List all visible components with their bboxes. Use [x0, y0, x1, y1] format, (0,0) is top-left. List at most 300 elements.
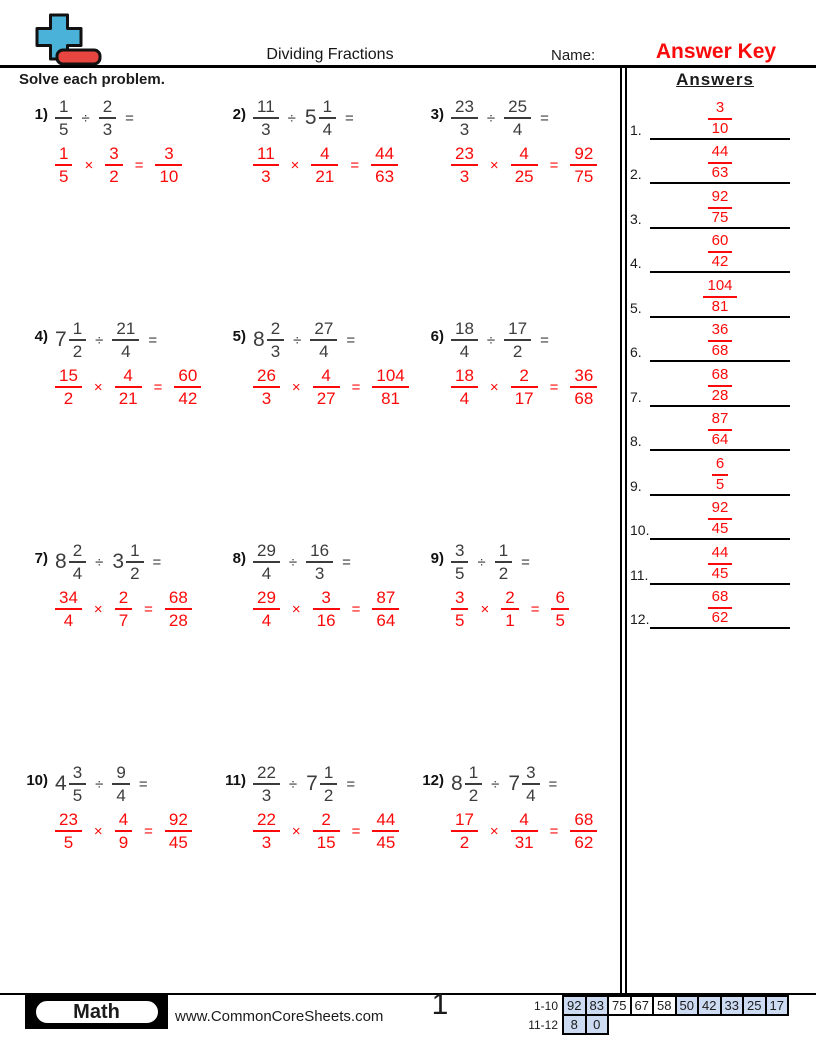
denominator: 4 — [121, 342, 131, 362]
denominator: 3 — [261, 120, 271, 140]
numerator: 2 — [69, 541, 86, 563]
dividend-fraction — [253, 541, 280, 583]
divisor-fraction — [522, 763, 539, 805]
numerator: 22 — [253, 810, 280, 832]
problem-number: 10) — [26, 772, 48, 789]
numerator: 18 — [451, 366, 478, 388]
divisor-fraction — [504, 97, 531, 139]
denominator: 62 — [711, 609, 729, 627]
numerator: 27 — [310, 319, 337, 341]
solution-result-fraction — [570, 144, 597, 186]
numerator: 2 — [267, 319, 284, 341]
numerator: 4 — [511, 144, 538, 166]
denominator: 62 — [574, 833, 594, 853]
denominator: 5 — [455, 611, 465, 631]
numerator: 92 — [165, 810, 192, 832]
denominator: 3 — [314, 564, 325, 584]
numerator: 44 — [708, 545, 733, 565]
problem-expression — [451, 319, 558, 361]
problem-number: 6) — [430, 328, 444, 345]
problem-item — [18, 541, 216, 763]
problem-item — [414, 763, 612, 985]
solution-fraction-a — [253, 366, 280, 408]
denominator: 5 — [59, 120, 69, 140]
numerator: 68 — [708, 367, 733, 387]
problem-item — [18, 319, 216, 541]
problem-solution — [55, 588, 216, 630]
denominator: 3 — [261, 389, 272, 409]
numerator: 68 — [165, 588, 192, 610]
divisor-whole-number: 7 — [306, 772, 318, 796]
solution-fraction-b — [105, 144, 122, 186]
divisor-fraction — [99, 97, 116, 139]
problem-expression — [55, 319, 166, 361]
divide-operator: ÷ — [293, 331, 302, 349]
divisor-fraction — [126, 541, 143, 583]
denominator: 4 — [526, 786, 536, 806]
answer-number: 9. — [630, 477, 642, 494]
solution-result-fraction — [174, 366, 201, 408]
equals-sign: = — [152, 553, 162, 571]
denominator: 21 — [118, 389, 138, 409]
numerator: 44 — [372, 810, 399, 832]
denominator: 7 — [118, 611, 129, 631]
numerator: 3 — [313, 588, 340, 610]
problem-item — [216, 319, 414, 541]
solution-fraction-a — [55, 144, 72, 186]
problems-grid — [18, 97, 612, 985]
equals-sign: = — [144, 822, 153, 840]
dividend-fraction — [69, 541, 86, 583]
divisor-fraction — [320, 763, 337, 805]
numerator: 2 — [313, 810, 340, 832]
instructions-text: Solve each problem. — [19, 71, 165, 88]
problem-number: 9) — [430, 550, 444, 567]
denominator: 2 — [72, 342, 83, 362]
answer-fraction — [703, 278, 736, 316]
answer-blank-line — [650, 229, 790, 274]
answer-number: 12. — [630, 611, 650, 627]
multiply-operator: × — [93, 822, 103, 840]
problem-solution — [253, 144, 414, 186]
denominator: 2 — [109, 167, 119, 187]
grade-range-label: 1-10 — [533, 998, 558, 1013]
answer-row — [630, 184, 792, 229]
answers-divider — [620, 68, 627, 993]
divide-operator: ÷ — [491, 775, 500, 793]
problem-expression — [451, 763, 566, 805]
denominator: 4 — [319, 342, 329, 362]
numerator: 29 — [253, 588, 280, 610]
answer-number: 5. — [630, 299, 642, 316]
answer-fraction — [708, 100, 733, 138]
divisor-whole-number: 3 — [112, 550, 125, 574]
answer-number: 6. — [630, 344, 642, 360]
numerator: 23 — [451, 97, 478, 119]
grade-range-label: 11-12 — [528, 1017, 558, 1032]
answer-fraction — [708, 545, 733, 583]
dividend-whole-number: 8 — [55, 550, 67, 574]
numerator: 1 — [126, 541, 143, 563]
equals-sign: = — [549, 156, 559, 174]
denominator: 10 — [711, 119, 729, 137]
answer-blank-line — [650, 318, 790, 363]
dividend-fraction — [69, 763, 86, 805]
problem-solution — [451, 144, 612, 186]
numerator: 3 — [708, 100, 733, 120]
divide-operator: ÷ — [95, 775, 104, 793]
problem-number: 1) — [34, 106, 48, 123]
denominator: 75 — [711, 208, 729, 226]
numerator: 92 — [708, 189, 733, 209]
grade-cell: 75 — [607, 995, 632, 1016]
problem-number: 3) — [430, 106, 444, 123]
denominator: 10 — [159, 167, 179, 187]
numerator: 26 — [253, 366, 280, 388]
answer-row — [630, 407, 792, 452]
multiply-operator: × — [93, 600, 103, 618]
problem-number: 11) — [225, 772, 246, 789]
answer-row — [630, 451, 792, 496]
answer-number: 1. — [630, 121, 642, 138]
numerator: 17 — [451, 810, 478, 832]
problem-number: 12) — [422, 772, 444, 789]
answer-row — [630, 585, 792, 630]
answer-blank-line — [650, 95, 790, 140]
answer-fraction — [708, 589, 733, 627]
solution-result-fraction — [570, 366, 597, 408]
problem-expression — [55, 97, 143, 139]
divisor-fraction — [319, 97, 336, 139]
numerator: 22 — [253, 763, 280, 785]
solution-fraction-b — [501, 588, 518, 630]
solution-result-fraction — [371, 144, 398, 186]
equals-sign: = — [540, 109, 549, 127]
divisor-fraction — [504, 319, 531, 361]
equals-sign: = — [134, 156, 144, 174]
problem-number: 4) — [34, 328, 48, 345]
denominator: 3 — [270, 342, 281, 362]
answer-blank-line — [650, 496, 790, 541]
denominator: 4 — [459, 389, 470, 409]
denominator: 4 — [261, 611, 272, 631]
solution-fraction-b — [313, 588, 340, 630]
grade-cell: 17 — [765, 995, 790, 1016]
denominator: 3 — [459, 167, 470, 187]
problem-expression — [451, 97, 558, 139]
equals-sign: = — [549, 822, 559, 840]
equals-sign: = — [548, 775, 558, 793]
problem-solution — [55, 144, 216, 186]
denominator: 15 — [316, 833, 336, 853]
answers-column — [630, 95, 792, 629]
problem-solution — [451, 810, 612, 852]
dividend-fraction — [253, 763, 280, 805]
answer-blank-line — [650, 184, 790, 229]
equals-sign: = — [351, 822, 361, 840]
numerator: 17 — [504, 319, 531, 341]
divisor-whole-number: 7 — [508, 772, 521, 796]
numerator: 44 — [371, 144, 398, 166]
denominator: 28 — [168, 611, 188, 631]
numerator: 92 — [708, 500, 733, 520]
equals-sign: = — [540, 331, 549, 349]
grade-cells — [562, 995, 789, 1016]
equals-sign: = — [351, 378, 361, 396]
solution-fraction-a — [451, 366, 478, 408]
grade-cell: 8 — [562, 1014, 587, 1035]
numerator: 60 — [708, 233, 733, 253]
problem-solution — [55, 810, 216, 852]
grade-cell: 33 — [720, 995, 745, 1016]
multiply-operator: × — [93, 378, 103, 396]
multiply-operator: × — [489, 156, 499, 174]
denominator: 75 — [574, 167, 594, 187]
problem-item — [18, 763, 216, 985]
solution-fraction-a — [253, 588, 280, 630]
numerator: 3 — [105, 144, 122, 166]
grade-cell: 42 — [697, 995, 722, 1016]
denominator: 5 — [715, 475, 725, 493]
multiply-operator: × — [290, 156, 300, 174]
denominator: 64 — [711, 431, 729, 449]
divisor-whole-number: 5 — [304, 106, 317, 130]
denominator: 81 — [711, 297, 729, 315]
denominator: 27 — [316, 389, 336, 409]
answers-title: Answers — [676, 70, 754, 89]
numerator: 36 — [708, 322, 733, 342]
answer-fraction — [712, 456, 728, 494]
answer-fraction — [708, 411, 733, 449]
denominator: 2 — [512, 342, 523, 362]
equals-sign: = — [153, 378, 163, 396]
grade-cells — [562, 1014, 609, 1035]
denominator: 5 — [455, 564, 465, 584]
denominator: 25 — [514, 167, 534, 187]
numerator: 1 — [55, 97, 72, 119]
problem-solution — [451, 588, 612, 630]
equals-sign: = — [125, 109, 134, 127]
divide-operator: ÷ — [486, 109, 496, 127]
denominator: 28 — [711, 386, 729, 404]
problem-expression — [253, 97, 363, 139]
answer-row — [630, 540, 792, 585]
solution-fraction-b — [313, 366, 340, 408]
problem-item — [414, 541, 612, 763]
problem-number: 2) — [232, 106, 246, 123]
numerator: 23 — [55, 810, 82, 832]
answer-number: 3. — [630, 210, 642, 227]
divide-operator: ÷ — [81, 109, 90, 127]
numerator: 3 — [451, 588, 468, 610]
name-label: Name: — [551, 47, 596, 64]
divisor-fraction — [306, 541, 333, 583]
denominator: 5 — [63, 833, 74, 853]
denominator: 9 — [118, 833, 129, 853]
solution-fraction-a — [451, 144, 478, 186]
numerator: 3 — [451, 541, 468, 563]
divisor-fraction — [310, 319, 337, 361]
answer-number: 4. — [630, 255, 642, 271]
solution-fraction-b — [511, 144, 538, 186]
equals-sign: = — [148, 331, 158, 349]
denominator: 4 — [116, 786, 126, 806]
problem-expression — [55, 763, 157, 805]
dividend-fraction — [55, 97, 72, 139]
equals-sign: = — [521, 553, 530, 571]
answer-row — [630, 318, 792, 363]
dividend-fraction — [451, 541, 468, 583]
answer-fraction — [708, 144, 733, 182]
answer-row — [630, 229, 792, 274]
problem-number: 7) — [34, 550, 48, 567]
problem-expression — [451, 541, 539, 583]
problem-expression — [253, 541, 360, 583]
answer-number: 8. — [630, 433, 642, 449]
solution-fraction-b — [115, 366, 142, 408]
numerator: 25 — [504, 97, 531, 119]
dividend-fraction — [69, 319, 86, 361]
answer-blank-line — [650, 540, 790, 585]
denominator: 3 — [102, 120, 113, 140]
numerator: 15 — [55, 366, 82, 388]
solution-fraction-b — [115, 588, 132, 630]
numerator: 4 — [115, 366, 142, 388]
grade-cell: 92 — [562, 995, 587, 1016]
problem-item — [18, 97, 216, 319]
denominator: 68 — [574, 389, 594, 409]
multiply-operator: × — [84, 156, 94, 174]
denominator: 3 — [261, 167, 271, 187]
dividend-fraction — [267, 319, 284, 361]
denominator: 3 — [459, 120, 470, 140]
denominator: 63 — [375, 167, 395, 187]
numerator: 11 — [253, 97, 279, 119]
equals-sign: = — [342, 553, 351, 571]
denominator: 2 — [63, 389, 74, 409]
grade-cell: 83 — [585, 995, 610, 1016]
numerator: 23 — [451, 144, 478, 166]
numerator: 3 — [69, 763, 86, 785]
equals-sign: = — [350, 156, 360, 174]
numerator: 36 — [570, 366, 597, 388]
equals-sign: = — [144, 600, 153, 618]
math-badge — [25, 995, 168, 1029]
solution-fraction-b — [511, 810, 538, 852]
numerator: 92 — [570, 144, 597, 166]
numerator: 4 — [115, 810, 132, 832]
problem-item — [216, 97, 414, 319]
math-badge-label: Math — [33, 998, 161, 1026]
divide-operator: ÷ — [288, 553, 298, 571]
solution-fraction-a — [55, 366, 82, 408]
denominator: 2 — [130, 564, 140, 584]
denominator: 4 — [459, 342, 470, 362]
denominator: 81 — [381, 389, 401, 409]
divide-operator: ÷ — [288, 775, 298, 793]
dividend-whole-number: 7 — [55, 328, 67, 352]
dividend-fraction — [451, 319, 478, 361]
answer-fraction — [708, 189, 733, 227]
solution-fraction-a — [451, 810, 478, 852]
numerator: 21 — [112, 319, 139, 341]
answer-row — [630, 496, 792, 541]
problem-item — [414, 319, 612, 541]
solution-result-fraction — [155, 144, 182, 186]
grade-cell: 67 — [630, 995, 655, 1016]
numerator: 68 — [570, 810, 597, 832]
divisor-fraction — [112, 763, 129, 805]
problem-number: 8) — [232, 550, 246, 567]
solution-result-fraction — [165, 810, 192, 852]
solution-result-fraction — [372, 366, 408, 408]
numerator: 29 — [253, 541, 280, 563]
numerator: 9 — [112, 763, 129, 785]
numerator: 4 — [311, 144, 338, 166]
divisor-fraction — [112, 319, 139, 361]
problem-solution — [253, 588, 414, 630]
numerator: 1 — [55, 144, 72, 166]
multiply-operator: × — [489, 378, 499, 396]
answer-row — [630, 95, 792, 140]
numerator: 1 — [319, 97, 336, 119]
divide-operator: ÷ — [486, 331, 496, 349]
denominator: 3 — [261, 786, 272, 806]
problem-item — [414, 97, 612, 319]
problem-item — [216, 541, 414, 763]
numerator: 87 — [372, 588, 399, 610]
denominator: 31 — [514, 833, 534, 853]
solution-fraction-b — [311, 144, 338, 186]
denominator: 45 — [711, 564, 729, 582]
solution-result-fraction — [551, 588, 568, 630]
denominator: 2 — [459, 833, 470, 853]
answer-row — [630, 273, 792, 318]
denominator: 42 — [711, 253, 729, 271]
numerator: 3 — [522, 763, 539, 785]
solution-fraction-a — [55, 588, 82, 630]
denominator: 64 — [376, 611, 396, 631]
multiply-operator: × — [291, 822, 301, 840]
answer-blank-line — [650, 140, 790, 185]
answer-number: 11. — [630, 566, 649, 583]
denominator: 5 — [72, 786, 83, 806]
numerator: 87 — [708, 411, 733, 431]
denominator: 45 — [376, 833, 396, 853]
answer-fraction — [708, 367, 733, 405]
answer-fraction — [708, 322, 733, 360]
answer-blank-line — [650, 585, 790, 630]
numerator: 1 — [465, 763, 482, 785]
dividend-fraction — [451, 97, 478, 139]
problem-solution — [451, 366, 612, 408]
problem-expression — [253, 763, 364, 805]
problem-solution — [253, 366, 414, 408]
numerator: 34 — [55, 588, 82, 610]
dividend-fraction — [253, 97, 279, 139]
solution-result-fraction — [570, 810, 597, 852]
numerator: 2 — [511, 366, 538, 388]
numerator: 6 — [712, 456, 728, 476]
numerator: 1 — [69, 319, 86, 341]
problem-expression — [253, 319, 364, 361]
numerator: 6 — [551, 588, 568, 610]
answer-number: 10. — [630, 522, 650, 538]
numerator: 2 — [501, 588, 518, 610]
numerator: 2 — [115, 588, 132, 610]
equals-sign: = — [530, 600, 540, 618]
problem-item — [216, 763, 414, 985]
